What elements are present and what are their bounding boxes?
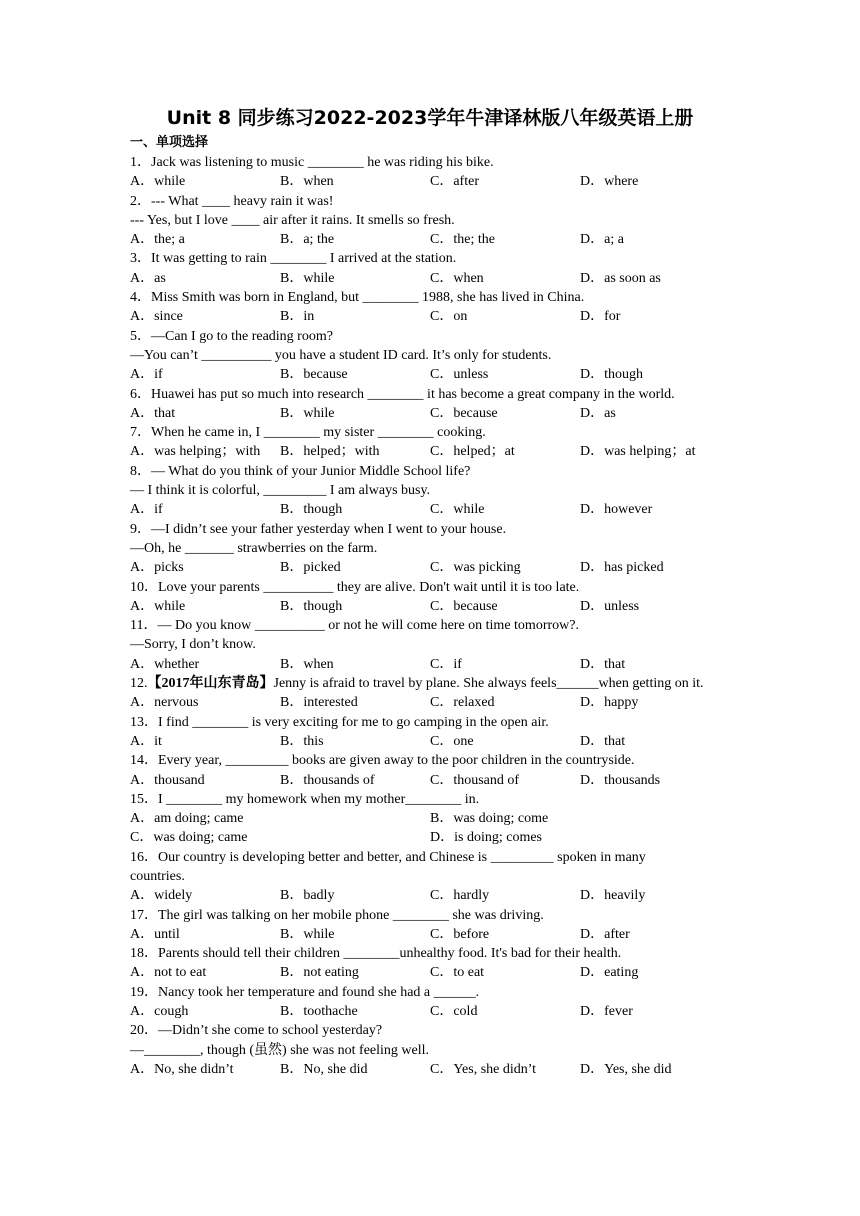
answer-option-b: B．not eating bbox=[280, 965, 359, 981]
question-stem: 20．—Didn’t she come to school yesterday? bbox=[130, 1023, 383, 1039]
answer-option-b: B．when bbox=[280, 656, 334, 672]
answer-option-b: B．thousands of bbox=[280, 772, 375, 788]
question-dialogue-line: —Oh, he _______ strawberries on the farm. bbox=[130, 540, 378, 556]
question-8 bbox=[130, 462, 732, 520]
options-row bbox=[130, 500, 732, 519]
question-stem: 2．--- What ____ heavy rain it was! bbox=[130, 193, 334, 209]
options-row bbox=[130, 307, 732, 326]
question-list bbox=[130, 153, 732, 1079]
question-dialogue-line: countries. bbox=[130, 868, 185, 884]
answer-option-b: B．toothache bbox=[280, 1004, 358, 1020]
question-stem: 14．Every year, _________ books are given away to the poor children in the countryside. bbox=[130, 753, 635, 769]
question-dialogue-line: —Sorry, I don’t know. bbox=[130, 637, 256, 653]
answer-option-a: A．that bbox=[130, 405, 176, 421]
answer-option-a: A．while bbox=[130, 598, 186, 614]
answer-option-c: C．thousand of bbox=[430, 772, 520, 788]
question-1 bbox=[130, 153, 732, 192]
answer-option-a: A．No, she didn’t bbox=[130, 1061, 234, 1077]
question-source: 【2017年山东青岛】 bbox=[147, 676, 274, 692]
question-dialogue-line: — I think it is colorful, _________ I am always busy. bbox=[130, 483, 431, 499]
question-15 bbox=[130, 790, 732, 848]
answer-option-a: A．whether bbox=[130, 656, 200, 672]
answer-option-a: A．until bbox=[130, 926, 180, 942]
question-stem: 3．It was getting to rain ________ I arrived at the station. bbox=[130, 251, 457, 267]
answer-option-c: C．because bbox=[430, 598, 498, 614]
options-row bbox=[130, 886, 732, 905]
answer-option-b: B．though bbox=[280, 502, 343, 518]
question-19 bbox=[130, 983, 732, 1022]
question-4 bbox=[130, 288, 732, 327]
options-row bbox=[130, 732, 732, 751]
answer-option-c: C．relaxed bbox=[430, 695, 495, 711]
answer-option-d: D．thousands bbox=[580, 772, 661, 788]
answer-option-a: A．was helping；with bbox=[130, 444, 261, 460]
question-stem: 8．— What do you think of your Junior Middle School life? bbox=[130, 463, 471, 479]
answer-option-b: B．picked bbox=[280, 560, 341, 576]
answer-option-c: C．was doing; came bbox=[130, 830, 248, 846]
answer-option-b: B．in bbox=[280, 309, 315, 325]
answer-option-a: A．it bbox=[130, 733, 162, 749]
answer-option-b: B．No, she did bbox=[280, 1061, 368, 1077]
options-row bbox=[130, 963, 732, 982]
answer-option-c: C．to eat bbox=[430, 965, 485, 981]
answer-option-c: C．if bbox=[430, 656, 462, 672]
question-dialogue-line: --- Yes, but I love ____ air after it rains. It smells so fresh. bbox=[130, 212, 455, 228]
answer-option-d: D．however bbox=[580, 502, 653, 518]
answer-option-d: D．though bbox=[580, 367, 643, 383]
options-row bbox=[130, 693, 732, 712]
answer-option-a: A．cough bbox=[130, 1004, 189, 1020]
question-12 bbox=[130, 674, 732, 713]
answer-option-b: B．while bbox=[280, 405, 335, 421]
question-stem: 18．Parents should tell their children ________unhealthy food. It's bad for their health. bbox=[130, 946, 622, 962]
answer-option-a: A．not to eat bbox=[130, 965, 207, 981]
answer-option-d: D．where bbox=[580, 174, 639, 190]
answer-option-d: D．Yes, she did bbox=[580, 1061, 672, 1077]
answer-option-c: C．was picking bbox=[430, 560, 521, 576]
options-row bbox=[130, 172, 732, 191]
answer-option-c: C．because bbox=[430, 405, 498, 421]
question-stem: 6．Huawei has put so much into research ________ it has become a great company in the world. bbox=[130, 386, 675, 402]
answer-option-d: D．is doing; comes bbox=[430, 830, 542, 846]
question-11 bbox=[130, 616, 732, 674]
answer-option-a: A．since bbox=[130, 309, 183, 325]
question-stem: 19．Nancy took her temperature and found she had a ______. bbox=[130, 984, 480, 1000]
answer-option-a: A．picks bbox=[130, 560, 184, 576]
question-5 bbox=[130, 327, 732, 385]
answer-option-c: C．unless bbox=[430, 367, 489, 383]
answer-option-c: C．after bbox=[430, 174, 479, 190]
options-row bbox=[130, 230, 732, 249]
answer-option-d: D．unless bbox=[580, 598, 640, 614]
options-row bbox=[130, 809, 732, 828]
answer-option-d: D．as bbox=[580, 405, 616, 421]
options-row bbox=[130, 771, 732, 790]
document-title: Unit 8 同步练习2022-2023学年牛津译林版八年级英语上册 bbox=[166, 107, 694, 129]
question-20 bbox=[130, 1021, 732, 1079]
answer-option-c: C．on bbox=[430, 309, 468, 325]
section-heading: 一、单项选择 bbox=[130, 135, 209, 150]
answer-option-d: D．heavily bbox=[580, 888, 646, 904]
question-stem: 5．—Can I go to the reading room? bbox=[130, 328, 333, 344]
answer-option-b: B．while bbox=[280, 926, 335, 942]
options-row bbox=[130, 597, 732, 616]
answer-option-b: B．badly bbox=[280, 888, 335, 904]
answer-option-d: D．was helping；at bbox=[580, 444, 696, 460]
question-dialogue-line: —________, though (虽然) she was not feeling well. bbox=[130, 1042, 430, 1058]
answer-option-c: C．hardly bbox=[430, 888, 490, 904]
answer-option-a: A．while bbox=[130, 174, 186, 190]
question-stem: 10．Love your parents __________ they are alive. Don't wait until it is too late. bbox=[130, 579, 580, 595]
question-9 bbox=[130, 520, 732, 578]
question-14 bbox=[130, 751, 732, 790]
question-17 bbox=[130, 906, 732, 945]
answer-option-d: D．that bbox=[580, 656, 626, 672]
answer-option-c: C．cold bbox=[430, 1004, 478, 1020]
answer-option-b: B．while bbox=[280, 270, 335, 286]
question-7 bbox=[130, 423, 732, 462]
answer-option-c: C．the; the bbox=[430, 232, 495, 248]
answer-option-b: B．this bbox=[280, 733, 324, 749]
answer-option-b: B．was doing; come bbox=[430, 811, 549, 827]
question-stem: 4．Miss Smith was born in England, but ________ 1988, she has lived in China. bbox=[130, 290, 585, 306]
answer-option-a: A．if bbox=[130, 502, 163, 518]
answer-option-b: B．interested bbox=[280, 695, 358, 711]
options-row bbox=[130, 269, 732, 288]
question-stem: 13．I find ________ is very exciting for me to go camping in the open air. bbox=[130, 714, 549, 730]
question-13 bbox=[130, 713, 732, 752]
answer-option-a: A．thousand bbox=[130, 772, 205, 788]
options-row bbox=[130, 365, 732, 384]
question-10 bbox=[130, 578, 732, 617]
options-row bbox=[130, 828, 732, 847]
options-row bbox=[130, 925, 732, 944]
answer-option-c: C．Yes, she didn’t bbox=[430, 1061, 537, 1077]
answer-option-b: B．because bbox=[280, 367, 348, 383]
answer-option-d: D．a; a bbox=[580, 232, 624, 248]
question-6 bbox=[130, 385, 732, 424]
answer-option-d: D．eating bbox=[580, 965, 639, 981]
question-stem: 15．I ________ my homework when my mother________ in. bbox=[130, 791, 480, 807]
answer-option-c: C．before bbox=[430, 926, 490, 942]
answer-option-d: D．has picked bbox=[580, 560, 664, 576]
answer-option-a: A．nervous bbox=[130, 695, 199, 711]
answer-option-d: D．fever bbox=[580, 1004, 633, 1020]
answer-option-d: D．happy bbox=[580, 695, 639, 711]
question-stem: 1．Jack was listening to music ________ he was riding his bike. bbox=[130, 155, 494, 170]
question-stem: 9．—I didn’t see your father yesterday when I went to your house. bbox=[130, 521, 507, 537]
answer-option-a: A．the; a bbox=[130, 232, 185, 248]
question-stem: 16．Our country is developing better and better, and Chinese is _________ spoken in many bbox=[130, 849, 646, 865]
question-2 bbox=[130, 192, 732, 250]
answer-option-a: A．if bbox=[130, 367, 163, 383]
answer-option-b: B．though bbox=[280, 598, 343, 614]
question-16 bbox=[130, 848, 732, 906]
question-number: 12. bbox=[130, 676, 148, 692]
question-18 bbox=[130, 944, 732, 983]
options-row bbox=[130, 404, 732, 423]
options-row bbox=[130, 558, 732, 577]
question-stem: 17．The girl was talking on her mobile phone ________ she was driving. bbox=[130, 907, 544, 923]
question-stem: 7．When he came in, I ________ my sister ________ cooking. bbox=[130, 425, 486, 441]
question-dialogue-line: —You can’t __________ you have a student ID card. It’s only for students. bbox=[130, 347, 552, 363]
options-row bbox=[130, 1002, 732, 1021]
answer-option-c: C．while bbox=[430, 502, 485, 518]
answer-option-d: D．for bbox=[580, 309, 621, 325]
answer-option-b: B．a; the bbox=[280, 232, 335, 248]
answer-option-a: A．as bbox=[130, 270, 166, 286]
answer-option-a: A．widely bbox=[130, 888, 193, 904]
question-3 bbox=[130, 249, 732, 288]
question-stem: 11．— Do you know __________ or not he will come here on time tomorrow?. bbox=[130, 618, 579, 634]
answer-option-c: C．helped；at bbox=[430, 444, 515, 460]
options-row bbox=[130, 442, 732, 461]
answer-option-b: B．helped；with bbox=[280, 444, 380, 460]
options-row bbox=[130, 655, 732, 674]
options-row bbox=[130, 1060, 732, 1079]
answer-option-d: D．after bbox=[580, 926, 630, 942]
answer-option-c: C．when bbox=[430, 270, 484, 286]
question-text: Jenny is afraid to travel by plane. She always feels______when getting on it. bbox=[273, 676, 704, 692]
answer-option-c: C．one bbox=[430, 733, 474, 749]
answer-option-d: D．as soon as bbox=[580, 270, 661, 286]
answer-option-b: B．when bbox=[280, 174, 334, 190]
question-stem bbox=[130, 674, 732, 693]
answer-option-a: A．am doing; came bbox=[130, 811, 244, 827]
answer-option-d: D．that bbox=[580, 733, 626, 749]
